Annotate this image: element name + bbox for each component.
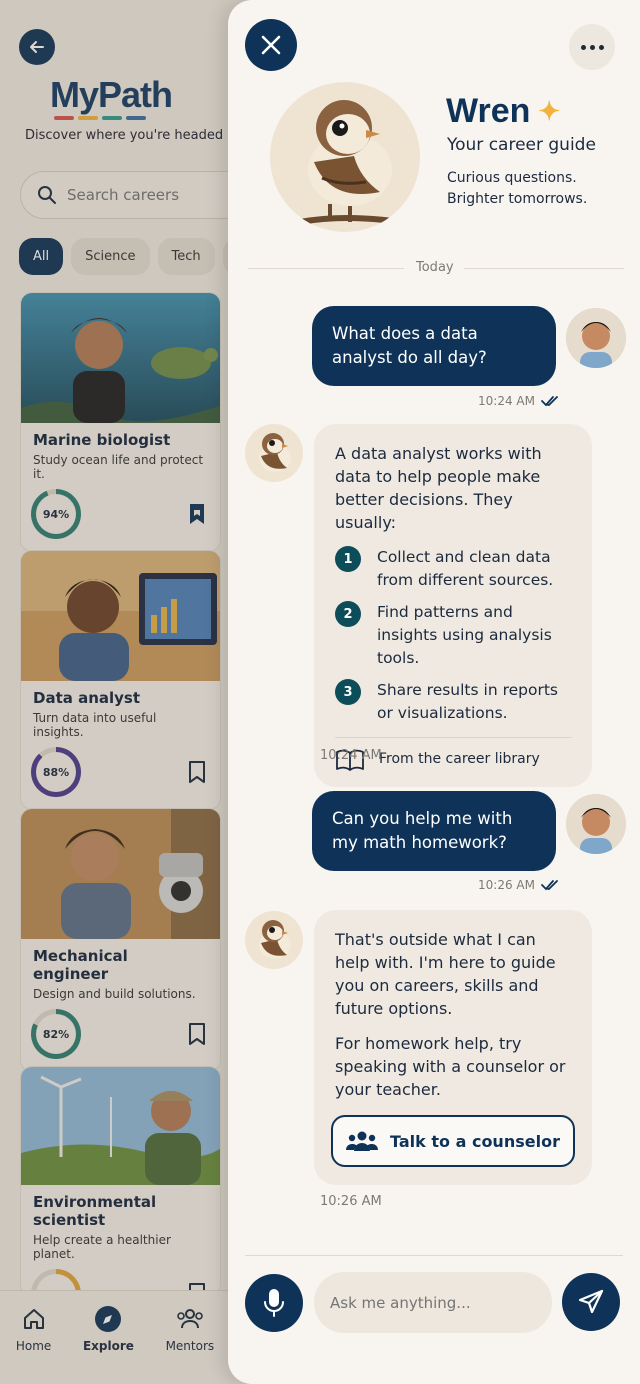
message-time xyxy=(478,394,559,408)
step-text: Collect and clean data from different sources. xyxy=(377,548,554,589)
app-logo: MyPath xyxy=(50,74,173,115)
card-subtitle: Turn data into useful insights. xyxy=(33,711,157,739)
step-number: 3 xyxy=(335,679,361,705)
more-dot xyxy=(599,45,604,50)
close-button[interactable] xyxy=(245,19,297,71)
time-text: 10:24 AM xyxy=(478,394,535,408)
bot-message-para2: For homework help, try speaking with a counselor or your teacher. xyxy=(335,1034,566,1099)
message-time xyxy=(478,878,559,892)
chip-tech[interactable]: Tech xyxy=(158,238,215,275)
step-item xyxy=(335,679,572,725)
composer-divider xyxy=(245,1255,623,1256)
step-item xyxy=(335,546,572,592)
card-subtitle: Help create a healthier planet. xyxy=(33,1233,171,1261)
match-percent: 94% xyxy=(36,494,76,534)
card-title: Environmental scientist xyxy=(33,1193,157,1229)
time-text: 10:26 AM xyxy=(478,878,535,892)
button-label: Talk to a counselor xyxy=(390,1131,560,1151)
user-message: Can you help me with my math homework? xyxy=(312,791,556,871)
bot-name-text: Wren xyxy=(446,92,531,130)
bot-name xyxy=(446,92,560,131)
bot-message xyxy=(314,424,592,787)
step-text: Share results in reports or visualizations. xyxy=(377,681,558,722)
user-message: What does a data analyst do all day? xyxy=(312,306,556,386)
app-tagline: Discover where you're headed xyxy=(25,128,224,143)
more-dot xyxy=(581,45,586,50)
day-divider-left xyxy=(248,268,404,269)
bot-avatar xyxy=(245,424,303,482)
sparkle-icon: ✦ xyxy=(538,96,561,126)
bot-avatar xyxy=(245,911,303,969)
bot-message xyxy=(314,910,592,1185)
talk-to-counselor-button[interactable] xyxy=(331,1115,575,1167)
close-icon xyxy=(260,34,282,56)
source-text: From the career library xyxy=(379,751,540,767)
bot-message-para1: That's outside what I can help with. I'm here to guide you on careers, skills and future options. xyxy=(335,930,556,1018)
match-percent: 88% xyxy=(36,752,76,792)
user-avatar xyxy=(566,308,626,368)
microphone-button[interactable] xyxy=(245,1274,303,1332)
bot-message-intro: A data analyst works with data to help people make better decisions. They usually: xyxy=(335,444,542,532)
card-subtitle: Study ocean life and protect it. xyxy=(33,453,204,481)
card-title: Marine biologist xyxy=(33,431,171,449)
microphone-icon xyxy=(263,1288,285,1318)
chip-all[interactable]: All xyxy=(19,238,63,275)
group-icon xyxy=(346,1130,378,1152)
more-dot xyxy=(590,45,595,50)
day-label: Today xyxy=(416,260,454,275)
step-list xyxy=(335,546,572,725)
message-time: 10:24 AM xyxy=(320,748,382,763)
step-number: 2 xyxy=(335,601,361,627)
double-check-icon xyxy=(541,395,559,407)
bot-avatar-large xyxy=(270,82,420,232)
send-icon xyxy=(577,1288,605,1316)
send-button[interactable] xyxy=(562,1273,620,1331)
step-number: 1 xyxy=(335,546,361,572)
step-text: Find patterns and insights using analysis tools. xyxy=(377,603,552,667)
step-item xyxy=(335,601,572,670)
card-title: Mechanical engineer xyxy=(33,947,128,983)
message-input[interactable] xyxy=(314,1272,552,1333)
card-title: Data analyst xyxy=(33,689,141,707)
card-subtitle: Design and build solutions. xyxy=(33,987,196,1001)
nav-label: Home xyxy=(15,1339,52,1353)
bot-tagline: Curious questions. Brighter tomorrows. xyxy=(447,170,588,207)
chat-sheet xyxy=(228,0,640,1384)
bot-role: Your career guide xyxy=(447,135,596,155)
match-percent: 82% xyxy=(36,1014,76,1054)
chip-science[interactable]: Science xyxy=(71,238,149,275)
double-check-icon xyxy=(541,879,559,891)
nav-label: Mentors xyxy=(165,1339,215,1353)
message-time: 10:26 AM xyxy=(320,1194,382,1209)
user-avatar xyxy=(566,794,626,854)
day-divider-right xyxy=(464,268,624,269)
more-options-button[interactable] xyxy=(569,24,615,70)
nav-label: Explore xyxy=(82,1339,134,1353)
